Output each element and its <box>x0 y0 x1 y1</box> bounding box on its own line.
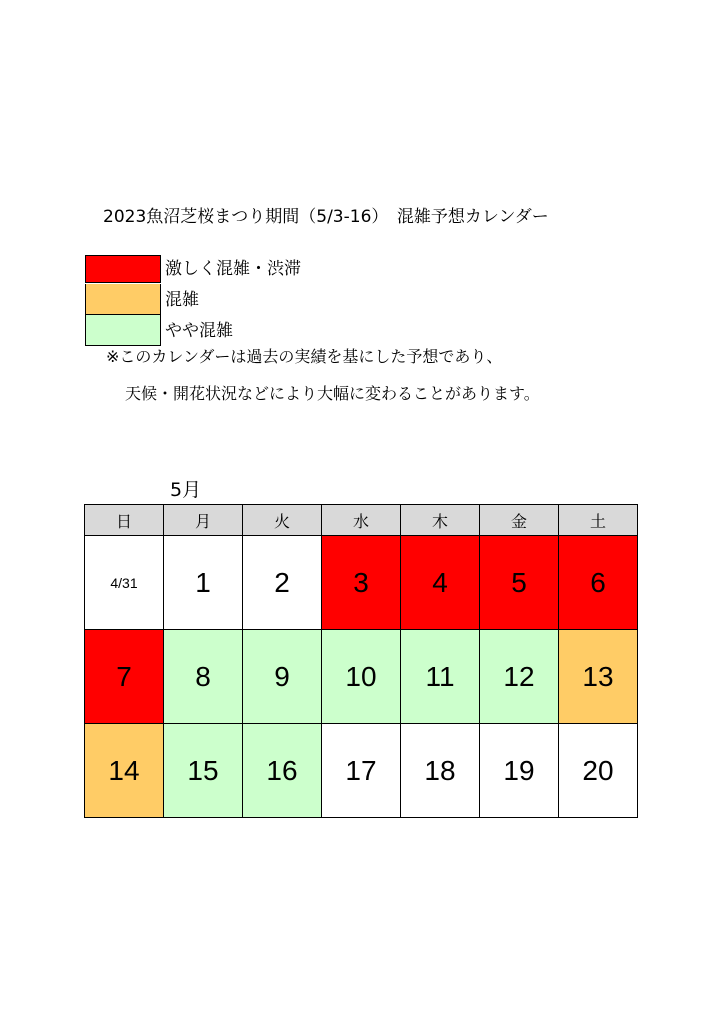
page-title: 2023魚沼芝桜まつり期間（5/3-16） 混雑予想カレンダー <box>103 207 549 227</box>
day-cell: 6 <box>559 536 638 630</box>
day-cell: 1 <box>164 536 243 630</box>
day-cell: 9 <box>243 630 322 724</box>
weekday-header: 木 <box>401 505 480 536</box>
day-cell: 20 <box>559 724 638 818</box>
day-cell: 18 <box>401 724 480 818</box>
day-cell: 13 <box>559 630 638 724</box>
day-cell: 17 <box>322 724 401 818</box>
weekday-header: 月 <box>164 505 243 536</box>
month-label: 5月 <box>170 479 202 501</box>
day-cell: 11 <box>401 630 480 724</box>
legend-swatch-crowded <box>85 284 161 315</box>
day-cell: 15 <box>164 724 243 818</box>
day-cell: 8 <box>164 630 243 724</box>
legend <box>85 253 301 346</box>
day-cell: 19 <box>480 724 559 818</box>
day-cell: 5 <box>480 536 559 630</box>
calendar-week <box>85 630 638 724</box>
legend-item-light <box>85 315 301 346</box>
legend-label-crowded: 混雑 <box>165 289 199 310</box>
note-line-2: 天候・開花状況などにより大幅に変わることがあります。 <box>125 384 540 403</box>
legend-swatch-heavy <box>85 255 161 283</box>
weekday-header: 日 <box>85 505 164 536</box>
weekday-header: 金 <box>480 505 559 536</box>
note-line-1: ※このカレンダーは過去の実績を基にした予想であり、 <box>106 347 503 366</box>
weekday-header: 火 <box>243 505 322 536</box>
day-cell: 7 <box>85 630 164 724</box>
day-cell: 14 <box>85 724 164 818</box>
calendar-table <box>84 504 638 818</box>
calendar-week <box>85 724 638 818</box>
day-cell: 16 <box>243 724 322 818</box>
legend-swatch-light <box>85 315 161 346</box>
calendar-week <box>85 536 638 630</box>
legend-item-crowded <box>85 284 301 315</box>
day-cell: 4 <box>401 536 480 630</box>
legend-label-light: やや混雑 <box>165 320 233 341</box>
day-cell: 4/31 <box>85 536 164 630</box>
day-cell: 3 <box>322 536 401 630</box>
legend-label-heavy: 激しく混雑・渋滞 <box>165 258 301 279</box>
day-cell: 12 <box>480 630 559 724</box>
day-cell: 2 <box>243 536 322 630</box>
weekday-header: 土 <box>559 505 638 536</box>
weekday-header-row <box>85 505 638 536</box>
day-cell: 10 <box>322 630 401 724</box>
legend-item-heavy <box>85 253 301 284</box>
weekday-header: 水 <box>322 505 401 536</box>
